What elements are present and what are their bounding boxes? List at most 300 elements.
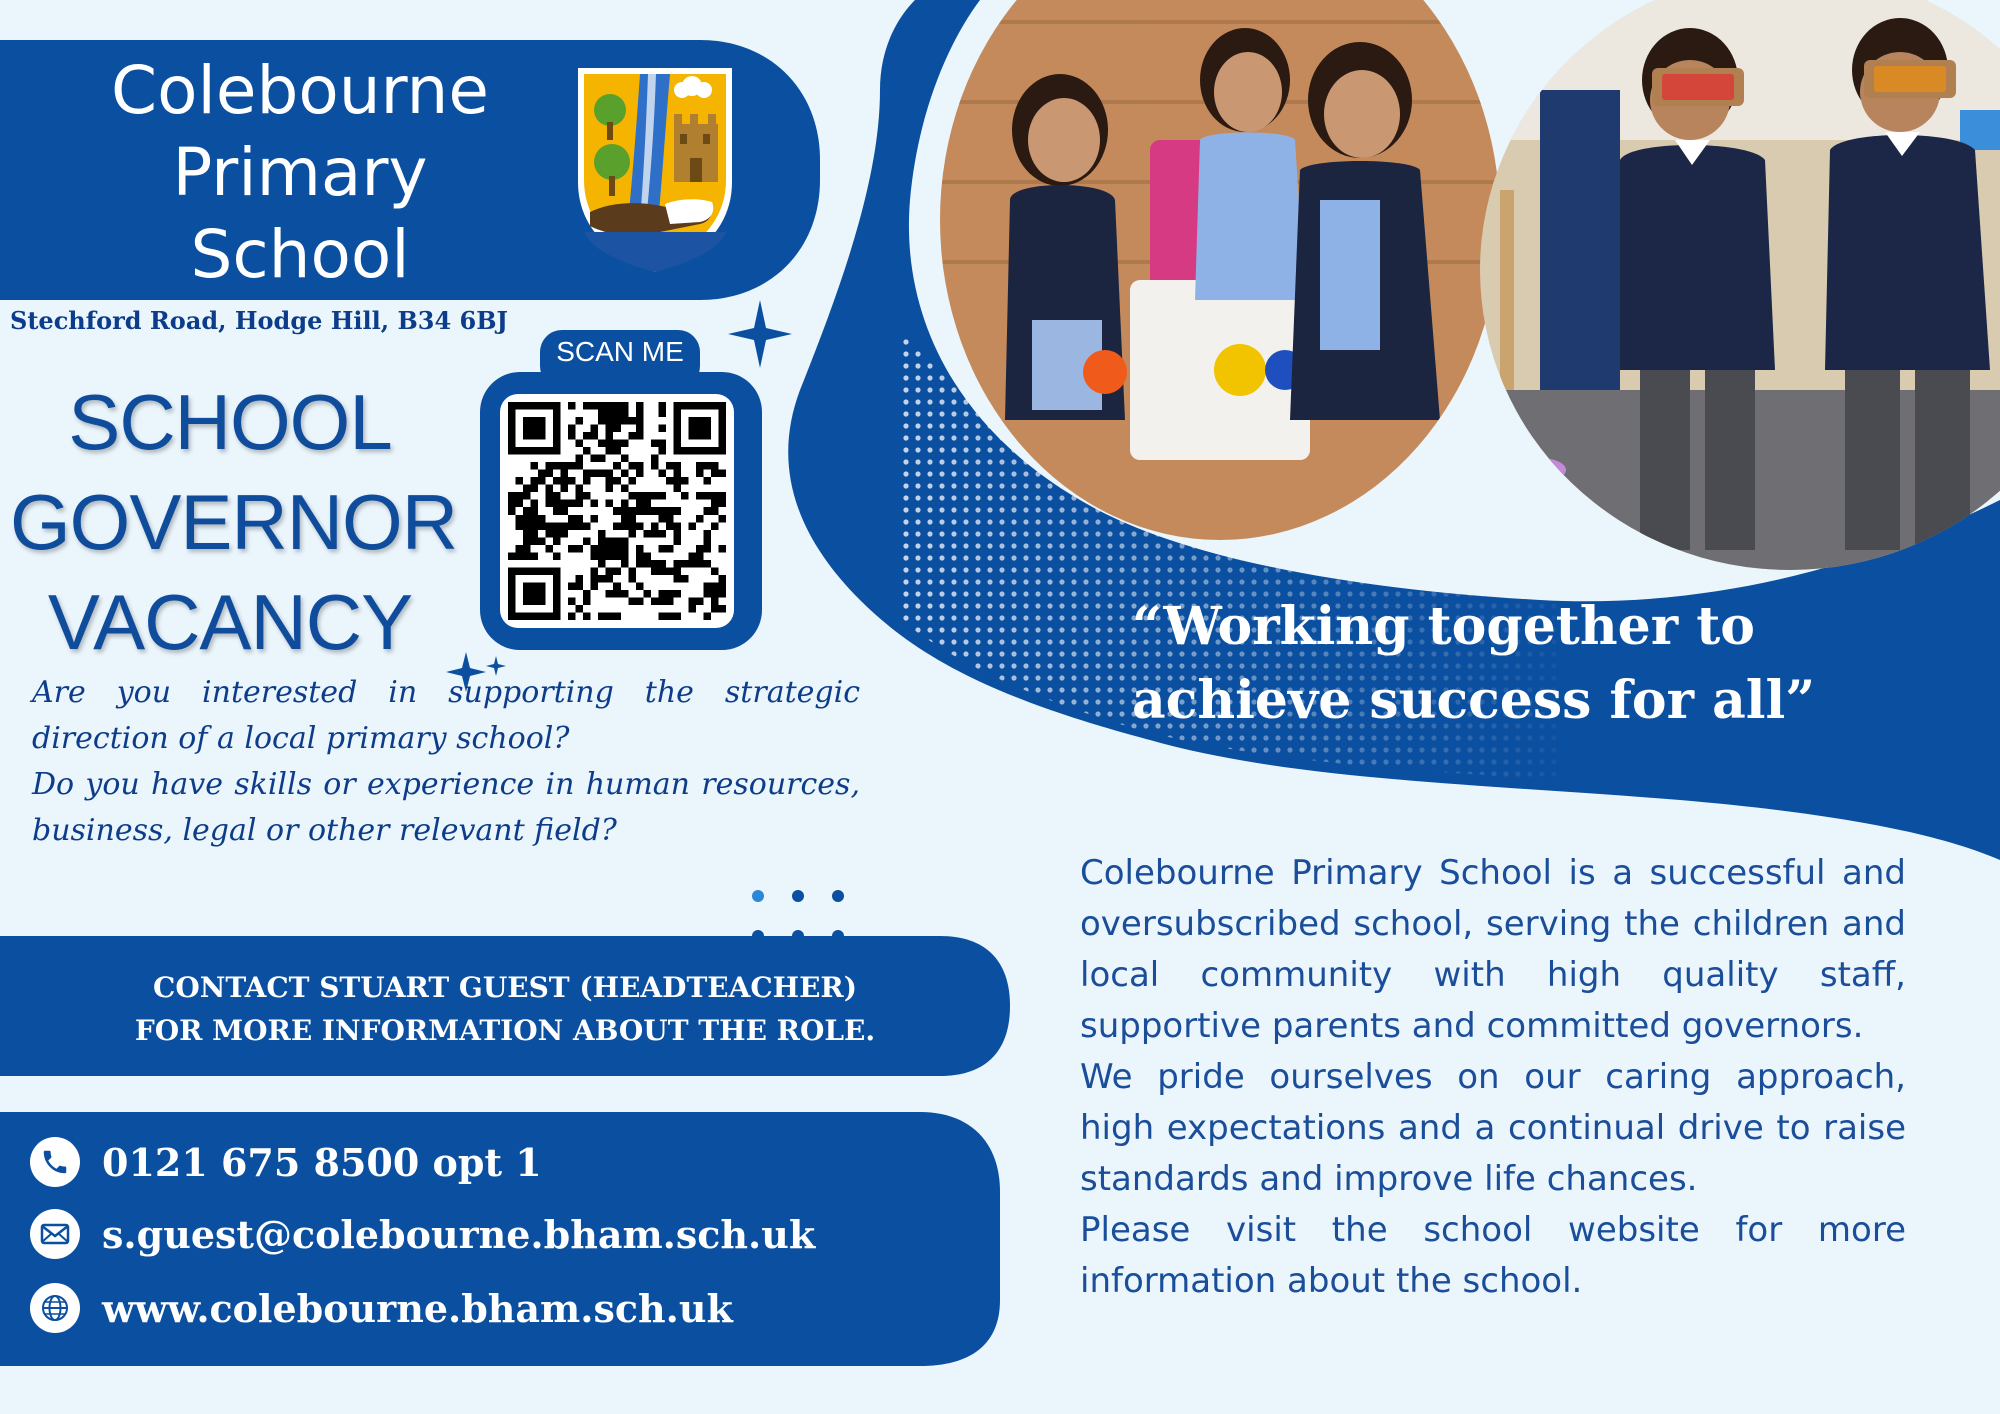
qr-module <box>546 530 554 538</box>
qr-module <box>613 612 621 620</box>
qr-module <box>628 567 636 575</box>
qr-module <box>673 522 681 530</box>
qr-module <box>583 492 591 500</box>
school-name-line-3: School <box>190 216 410 293</box>
qr-module <box>531 537 539 545</box>
qr-module <box>576 485 584 493</box>
qr-module <box>636 597 644 605</box>
qr-module <box>568 477 576 485</box>
qr-module <box>673 537 681 545</box>
school-address: Stechford Road, Hodge Hill, B34 6BJ <box>10 306 508 335</box>
qr-module <box>621 590 629 598</box>
qr-module <box>591 500 599 508</box>
qr-module <box>561 500 569 508</box>
qr-module <box>718 470 726 478</box>
qr-module <box>613 402 621 410</box>
qr-module <box>523 485 531 493</box>
qr-module <box>553 537 561 545</box>
qr-module <box>718 492 726 500</box>
qr-module <box>651 597 659 605</box>
qr-module <box>688 597 696 605</box>
qr-module <box>546 500 554 508</box>
qr-module <box>576 605 584 613</box>
qr-module <box>696 597 704 605</box>
qr-module <box>636 507 644 515</box>
qr-module <box>561 477 569 485</box>
qr-module <box>531 530 539 538</box>
qr-module <box>606 402 614 410</box>
qr-module <box>598 470 606 478</box>
qr-module <box>673 470 681 478</box>
qr-module <box>621 455 629 463</box>
qr-module <box>621 470 629 478</box>
qr-module <box>531 515 539 523</box>
qr-module <box>673 567 681 575</box>
qr-module <box>628 477 636 485</box>
qr-module <box>523 537 531 545</box>
qr-module <box>628 462 636 470</box>
phone-number[interactable]: 0121 675 8500 opt 1 <box>102 1139 542 1185</box>
qr-module <box>696 515 704 523</box>
qr-module <box>598 402 606 410</box>
qr-module <box>606 470 614 478</box>
qr-module <box>546 470 554 478</box>
qr-module <box>576 500 584 508</box>
school-motto <box>1132 590 1892 738</box>
qr-module <box>583 597 591 605</box>
qr-module <box>658 507 666 515</box>
qr-module <box>583 477 591 485</box>
qr-code[interactable] <box>508 402 726 620</box>
contact-line-1: CONTACT STUART GUEST (HEADTEACHER) <box>153 971 857 1004</box>
qr-module <box>621 410 629 418</box>
qr-module <box>568 545 576 553</box>
qr-module <box>523 507 531 515</box>
qr-module <box>651 462 659 470</box>
qr-module <box>621 560 629 568</box>
qr-module <box>621 522 629 530</box>
qr-module <box>538 522 546 530</box>
qr-module <box>546 485 554 493</box>
qr-module <box>688 560 696 568</box>
qr-module <box>621 440 629 448</box>
qr-module <box>666 590 674 598</box>
qr-module <box>658 425 666 433</box>
qr-module <box>673 477 681 485</box>
qr-module <box>696 470 704 478</box>
qr-module <box>583 470 591 478</box>
qr-module <box>696 560 704 568</box>
phone-row[interactable] <box>30 1132 542 1192</box>
qr-module <box>613 590 621 598</box>
qr-module <box>711 470 719 478</box>
qr-module <box>636 552 644 560</box>
qr-module <box>568 597 576 605</box>
qr-module <box>561 470 569 478</box>
qr-module <box>711 590 719 598</box>
qr-module <box>516 515 524 523</box>
qr-module <box>606 552 614 560</box>
qr-module <box>598 455 606 463</box>
sparkle-icon <box>728 300 792 368</box>
qr-module <box>546 545 554 553</box>
qr-module <box>711 462 719 470</box>
qr-module <box>606 432 614 440</box>
qr-module <box>598 552 606 560</box>
qr-module <box>568 432 576 440</box>
intro-question-1: Are you interested in supporting the strategic direction of a local primary school? <box>32 675 860 756</box>
school-crest-logo <box>570 62 740 277</box>
qr-module <box>568 522 576 530</box>
qr-module <box>606 485 614 493</box>
qr-module <box>516 500 524 508</box>
qr-module <box>553 477 561 485</box>
qr-module <box>606 537 614 545</box>
qr-module <box>523 552 531 560</box>
qr-module <box>621 500 629 508</box>
qr-module <box>613 552 621 560</box>
qr-module <box>666 507 674 515</box>
qr-module <box>703 590 711 598</box>
qr-module <box>523 582 546 605</box>
qr-module <box>688 417 711 440</box>
school-description <box>1080 848 1906 1307</box>
qr-module <box>576 492 584 500</box>
qr-module <box>591 545 599 553</box>
qr-module <box>666 462 674 470</box>
qr-module <box>568 582 576 590</box>
qr-module <box>681 560 689 568</box>
qr-module <box>643 530 651 538</box>
qr-module <box>553 552 561 560</box>
qr-module <box>688 605 696 613</box>
qr-module <box>606 545 614 553</box>
qr-module <box>636 417 644 425</box>
qr-module <box>688 552 696 560</box>
qr-module <box>598 417 606 425</box>
qr-module <box>583 522 591 530</box>
qr-module <box>703 530 711 538</box>
qr-module <box>613 417 621 425</box>
qr-module <box>553 522 561 530</box>
qr-module <box>613 477 621 485</box>
qr-module <box>718 575 726 583</box>
qr-module <box>583 612 591 620</box>
qr-module <box>531 500 539 508</box>
qr-module <box>568 515 576 523</box>
qr-module <box>531 485 539 493</box>
qr-module <box>576 582 584 590</box>
description-paragraph-2: We pride ourselves on our caring approach, high expectations and a continual drive to raise standards and improve life chances. <box>1080 1057 1906 1199</box>
qr-module <box>658 597 666 605</box>
qr-module <box>621 417 629 425</box>
qr-module <box>606 590 614 598</box>
qr-module <box>703 492 711 500</box>
qr-module <box>516 545 524 553</box>
qr-module <box>666 597 674 605</box>
qr-module <box>553 530 561 538</box>
qr-module <box>591 582 599 590</box>
qr-module <box>598 545 606 553</box>
email-address[interactable]: s.guest@colebourne.bham.sch.uk <box>102 1211 816 1257</box>
qr-module <box>561 530 569 538</box>
intro-questions <box>32 670 860 854</box>
qr-module <box>576 545 584 553</box>
headline-line-1: SCHOOL <box>68 378 392 466</box>
qr-module <box>666 612 674 620</box>
qr-module <box>516 522 524 530</box>
qr-module <box>538 537 546 545</box>
qr-module <box>703 462 711 470</box>
qr-module <box>636 462 644 470</box>
description-paragraph-3: Please visit the school website for more information about the school. <box>1080 1210 1906 1301</box>
qr-module <box>658 612 666 620</box>
qr-module <box>613 507 621 515</box>
qr-module <box>643 590 651 598</box>
qr-module <box>561 485 569 493</box>
qr-module <box>628 417 636 425</box>
qr-module <box>666 545 674 553</box>
qr-module <box>711 597 719 605</box>
qr-module <box>681 477 689 485</box>
qr-module <box>666 515 674 523</box>
qr-module <box>643 552 651 560</box>
qr-module <box>636 470 644 478</box>
qr-module <box>613 567 621 575</box>
qr-module <box>636 582 644 590</box>
qr-module <box>711 507 719 515</box>
qr-module <box>666 567 674 575</box>
qr-module <box>591 455 599 463</box>
email-row[interactable] <box>30 1204 815 1264</box>
qr-module <box>658 447 666 455</box>
website-row[interactable] <box>30 1278 733 1338</box>
motto-line-2: achieve success for all” <box>1132 670 1816 731</box>
qr-module <box>591 515 599 523</box>
qr-module <box>621 537 629 545</box>
qr-module <box>568 402 576 410</box>
qr-module <box>561 507 569 515</box>
qr-module <box>568 462 576 470</box>
qr-module <box>673 560 681 568</box>
qr-module <box>621 545 629 553</box>
qr-module <box>538 477 546 485</box>
qr-module <box>628 507 636 515</box>
qr-module <box>703 537 711 545</box>
qr-module <box>523 417 546 440</box>
envelope-icon <box>30 1209 80 1259</box>
qr-module <box>598 440 606 448</box>
qr-module <box>606 410 614 418</box>
qr-module <box>711 522 719 530</box>
qr-module <box>568 500 576 508</box>
qr-module <box>613 537 621 545</box>
qr-module <box>621 552 629 560</box>
qr-module <box>613 425 621 433</box>
intro-question-2: Do you have skills or experience in human resources, business, legal or other relevant field? <box>32 767 860 848</box>
qr-module <box>598 575 606 583</box>
contact-headteacher-text <box>0 966 1010 1052</box>
qr-module <box>591 470 599 478</box>
qr-module <box>613 447 621 455</box>
qr-module <box>636 500 644 508</box>
qr-module <box>636 410 644 418</box>
qr-module <box>666 522 674 530</box>
school-name <box>0 50 600 296</box>
qr-module <box>523 515 531 523</box>
qr-module <box>636 425 644 433</box>
qr-module <box>636 432 644 440</box>
qr-module <box>516 477 524 485</box>
qr-module <box>576 515 584 523</box>
qr-module <box>553 462 561 470</box>
qr-module <box>516 552 524 560</box>
qr-module <box>591 567 599 575</box>
qr-module <box>658 567 666 575</box>
qr-module <box>531 507 539 515</box>
qr-module <box>546 492 554 500</box>
qr-module <box>628 515 636 523</box>
qr-module <box>621 515 629 523</box>
qr-module <box>583 402 591 410</box>
qr-module <box>598 410 606 418</box>
qr-module <box>576 455 584 463</box>
qr-module <box>628 432 636 440</box>
qr-module <box>718 590 726 598</box>
qr-module <box>591 425 599 433</box>
qr-module <box>658 402 666 410</box>
qr-module <box>516 492 524 500</box>
qr-module <box>531 462 539 470</box>
scan-me-label: SCAN ME <box>556 336 684 367</box>
qr-module <box>576 575 584 583</box>
qr-module <box>711 567 719 575</box>
qr-module <box>673 507 681 515</box>
vacancy-headline <box>10 372 458 672</box>
qr-module <box>636 545 644 553</box>
qr-module <box>568 425 576 433</box>
qr-module <box>673 612 681 620</box>
description-paragraph-1: Colebourne Primary School is a successful and oversubscribed school, serving the children and local community with high quality staff, supportive parents and committed governors. <box>1080 853 1906 1046</box>
qr-module <box>523 522 531 530</box>
qr-module <box>613 410 621 418</box>
qr-module <box>591 552 599 560</box>
qr-module <box>658 590 666 598</box>
qr-module <box>696 462 704 470</box>
school-name-line-2: Primary <box>172 134 428 211</box>
qr-module <box>598 560 606 568</box>
qr-module <box>703 560 711 568</box>
decorative-dots <box>748 888 858 944</box>
qr-module <box>523 492 531 500</box>
qr-module <box>606 500 614 508</box>
qr-module <box>651 560 659 568</box>
qr-module <box>583 432 591 440</box>
phone-icon <box>30 1137 80 1187</box>
qr-module <box>643 500 651 508</box>
qr-module <box>651 440 659 448</box>
motto-line-1: “Working together to <box>1132 596 1755 657</box>
qr-module <box>666 477 674 485</box>
qr-module <box>718 500 726 508</box>
qr-module <box>651 530 659 538</box>
qr-module <box>651 507 659 515</box>
qr-module <box>636 522 644 530</box>
qr-module <box>591 402 599 410</box>
qr-module <box>688 522 696 530</box>
qr-module <box>508 500 516 508</box>
qr-module <box>606 575 614 583</box>
qr-module <box>591 432 599 440</box>
qr-module <box>583 447 591 455</box>
qr-module <box>591 575 599 583</box>
qr-module <box>523 530 531 538</box>
qr-module <box>673 462 681 470</box>
qr-module <box>658 492 666 500</box>
contact-line-2: FOR MORE INFORMATION ABOUT THE ROLE. <box>134 1014 876 1047</box>
qr-module <box>628 522 636 530</box>
qr-module <box>621 485 629 493</box>
qr-module <box>703 545 711 553</box>
qr-module <box>718 545 726 553</box>
globe-icon <box>30 1283 80 1333</box>
qr-module <box>606 440 614 448</box>
qr-module <box>651 455 659 463</box>
qr-module <box>643 492 651 500</box>
qr-module <box>711 582 719 590</box>
qr-module <box>636 402 644 410</box>
qr-module <box>651 567 659 575</box>
qr-module <box>583 537 591 545</box>
qr-module <box>651 522 659 530</box>
qr-module <box>681 575 689 583</box>
qr-module <box>606 612 614 620</box>
qr-module <box>561 462 569 470</box>
qr-module <box>568 612 576 620</box>
qr-module <box>636 492 644 500</box>
qr-module <box>673 485 681 493</box>
headline-line-2: GOVERNOR <box>10 478 458 566</box>
qr-module <box>621 507 629 515</box>
qr-module <box>553 500 561 508</box>
qr-module <box>576 462 584 470</box>
qr-module <box>628 575 636 583</box>
qr-module <box>523 545 531 553</box>
qr-module <box>508 552 516 560</box>
qr-module <box>643 507 651 515</box>
qr-module <box>613 582 621 590</box>
qr-module <box>658 515 666 523</box>
qr-module <box>658 440 666 448</box>
qr-module <box>658 545 666 553</box>
qr-module <box>606 417 614 425</box>
school-name-line-1: Colebourne <box>111 52 489 129</box>
qr-module <box>613 522 621 530</box>
qr-module <box>711 605 719 613</box>
qr-module <box>553 492 561 500</box>
qr-module <box>658 410 666 418</box>
qr-module <box>673 590 681 598</box>
qr-module <box>718 605 726 613</box>
qr-module <box>711 492 719 500</box>
qr-module <box>703 477 711 485</box>
qr-module <box>621 402 629 410</box>
qr-module <box>531 477 539 485</box>
qr-module <box>673 530 681 538</box>
qr-module <box>561 522 569 530</box>
qr-module <box>673 575 681 583</box>
website-url[interactable]: www.colebourne.bham.sch.uk <box>102 1285 733 1331</box>
